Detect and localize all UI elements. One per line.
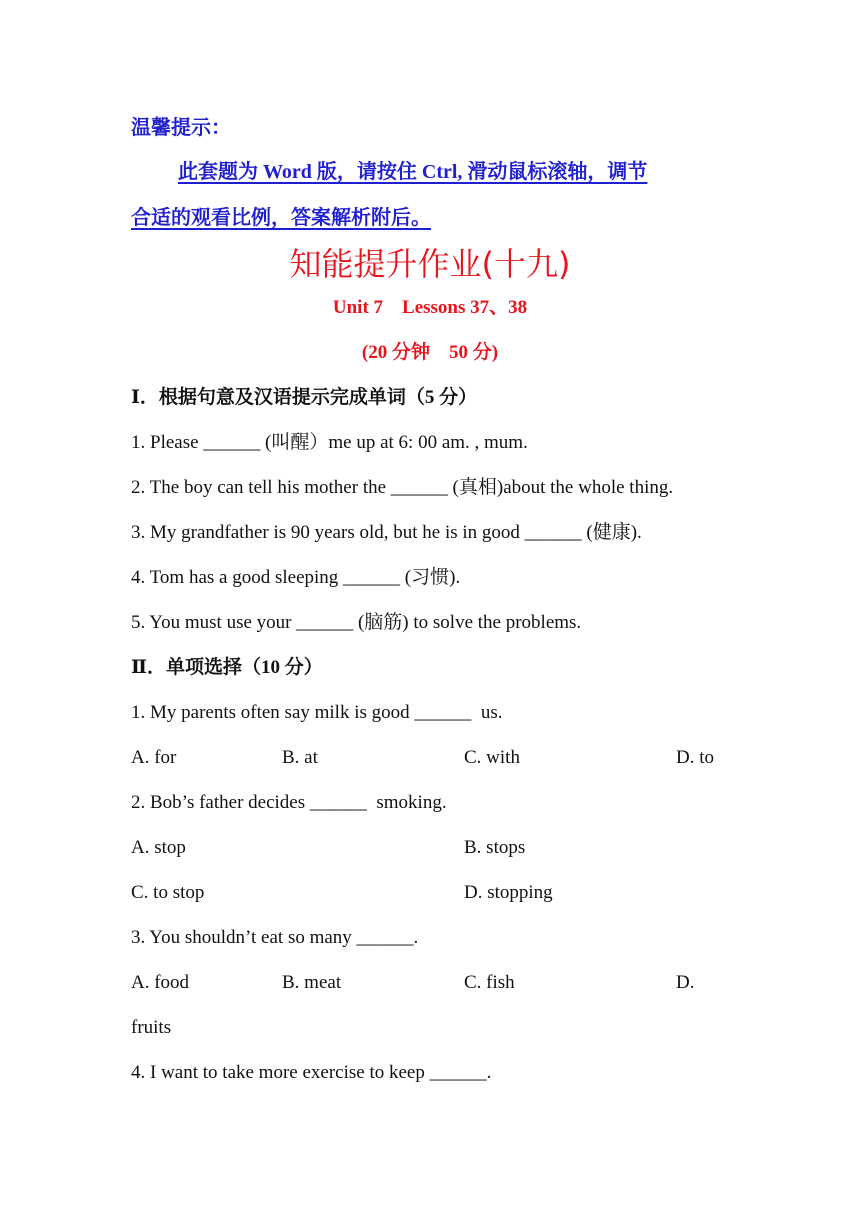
question-3-stem: 3. You shouldn’t eat so many ______.	[131, 927, 419, 948]
question-1-option-b: B. at	[282, 747, 318, 768]
question-2-option-a: A. stop	[131, 837, 186, 858]
tip-heading: 温馨提示：	[131, 117, 231, 139]
question-1-stem: 1. My parents often say milk is good ______ us.	[131, 702, 503, 723]
question-1-option-c: C. with	[464, 747, 520, 768]
question-2-option-d: D. stopping	[464, 882, 553, 903]
question-3-option-b: B. meat	[282, 972, 342, 993]
section-1-item: 5. You must use your ______ (脑筋) to solve the problems.	[131, 612, 582, 633]
question-3-option-d-continued: fruits	[131, 1017, 172, 1038]
section-1-item: 4. Tom has a good sleeping ______ (习惯).	[131, 567, 461, 588]
section-1-item: 1. Please ______ (叫醒）me up at 6: 00 am. , mum.	[131, 432, 528, 453]
question-3-option-d: D.	[676, 972, 695, 993]
question-2-option-b: B. stops	[464, 837, 526, 858]
question-4-stem: 4. I want to take more exercise to keep ______.	[131, 1062, 492, 1083]
question-2-option-c: C. to stop	[131, 882, 205, 903]
time-subtitle: (20 分钟 50 分)	[361, 342, 499, 363]
question-2-stem: 2. Bob’s father decides ______ smoking.	[131, 792, 447, 813]
section-2-heading: Ⅱ．单项选择（10 分）	[131, 657, 323, 678]
document-title: 知能提升作业(十九)	[289, 245, 571, 283]
unit-subtitle: Unit 7 Lessons 37、38	[332, 297, 528, 318]
question-1-option-a: A. for	[131, 747, 177, 768]
section-1-heading: Ⅰ．根据句意及汉语提示完成单词（5 分）	[131, 387, 478, 408]
section-1-item: 3. My grandfather is 90 years old, but he is in good ______ (健康).	[131, 522, 642, 543]
tip-line-1: 此套题为 Word 版，请按住 Ctrl, 滑动鼠标滚轴，调节	[178, 161, 648, 183]
question-3-option-a: A. food	[131, 972, 190, 993]
question-1-option-d: D. to	[676, 747, 714, 768]
section-1-item: 2. The boy can tell his mother the ______ (真相)about the whole thing.	[131, 477, 674, 498]
question-3-option-c: C. fish	[464, 972, 515, 993]
tip-line-2: 合适的观看比例，答案解析附后。	[131, 207, 431, 229]
